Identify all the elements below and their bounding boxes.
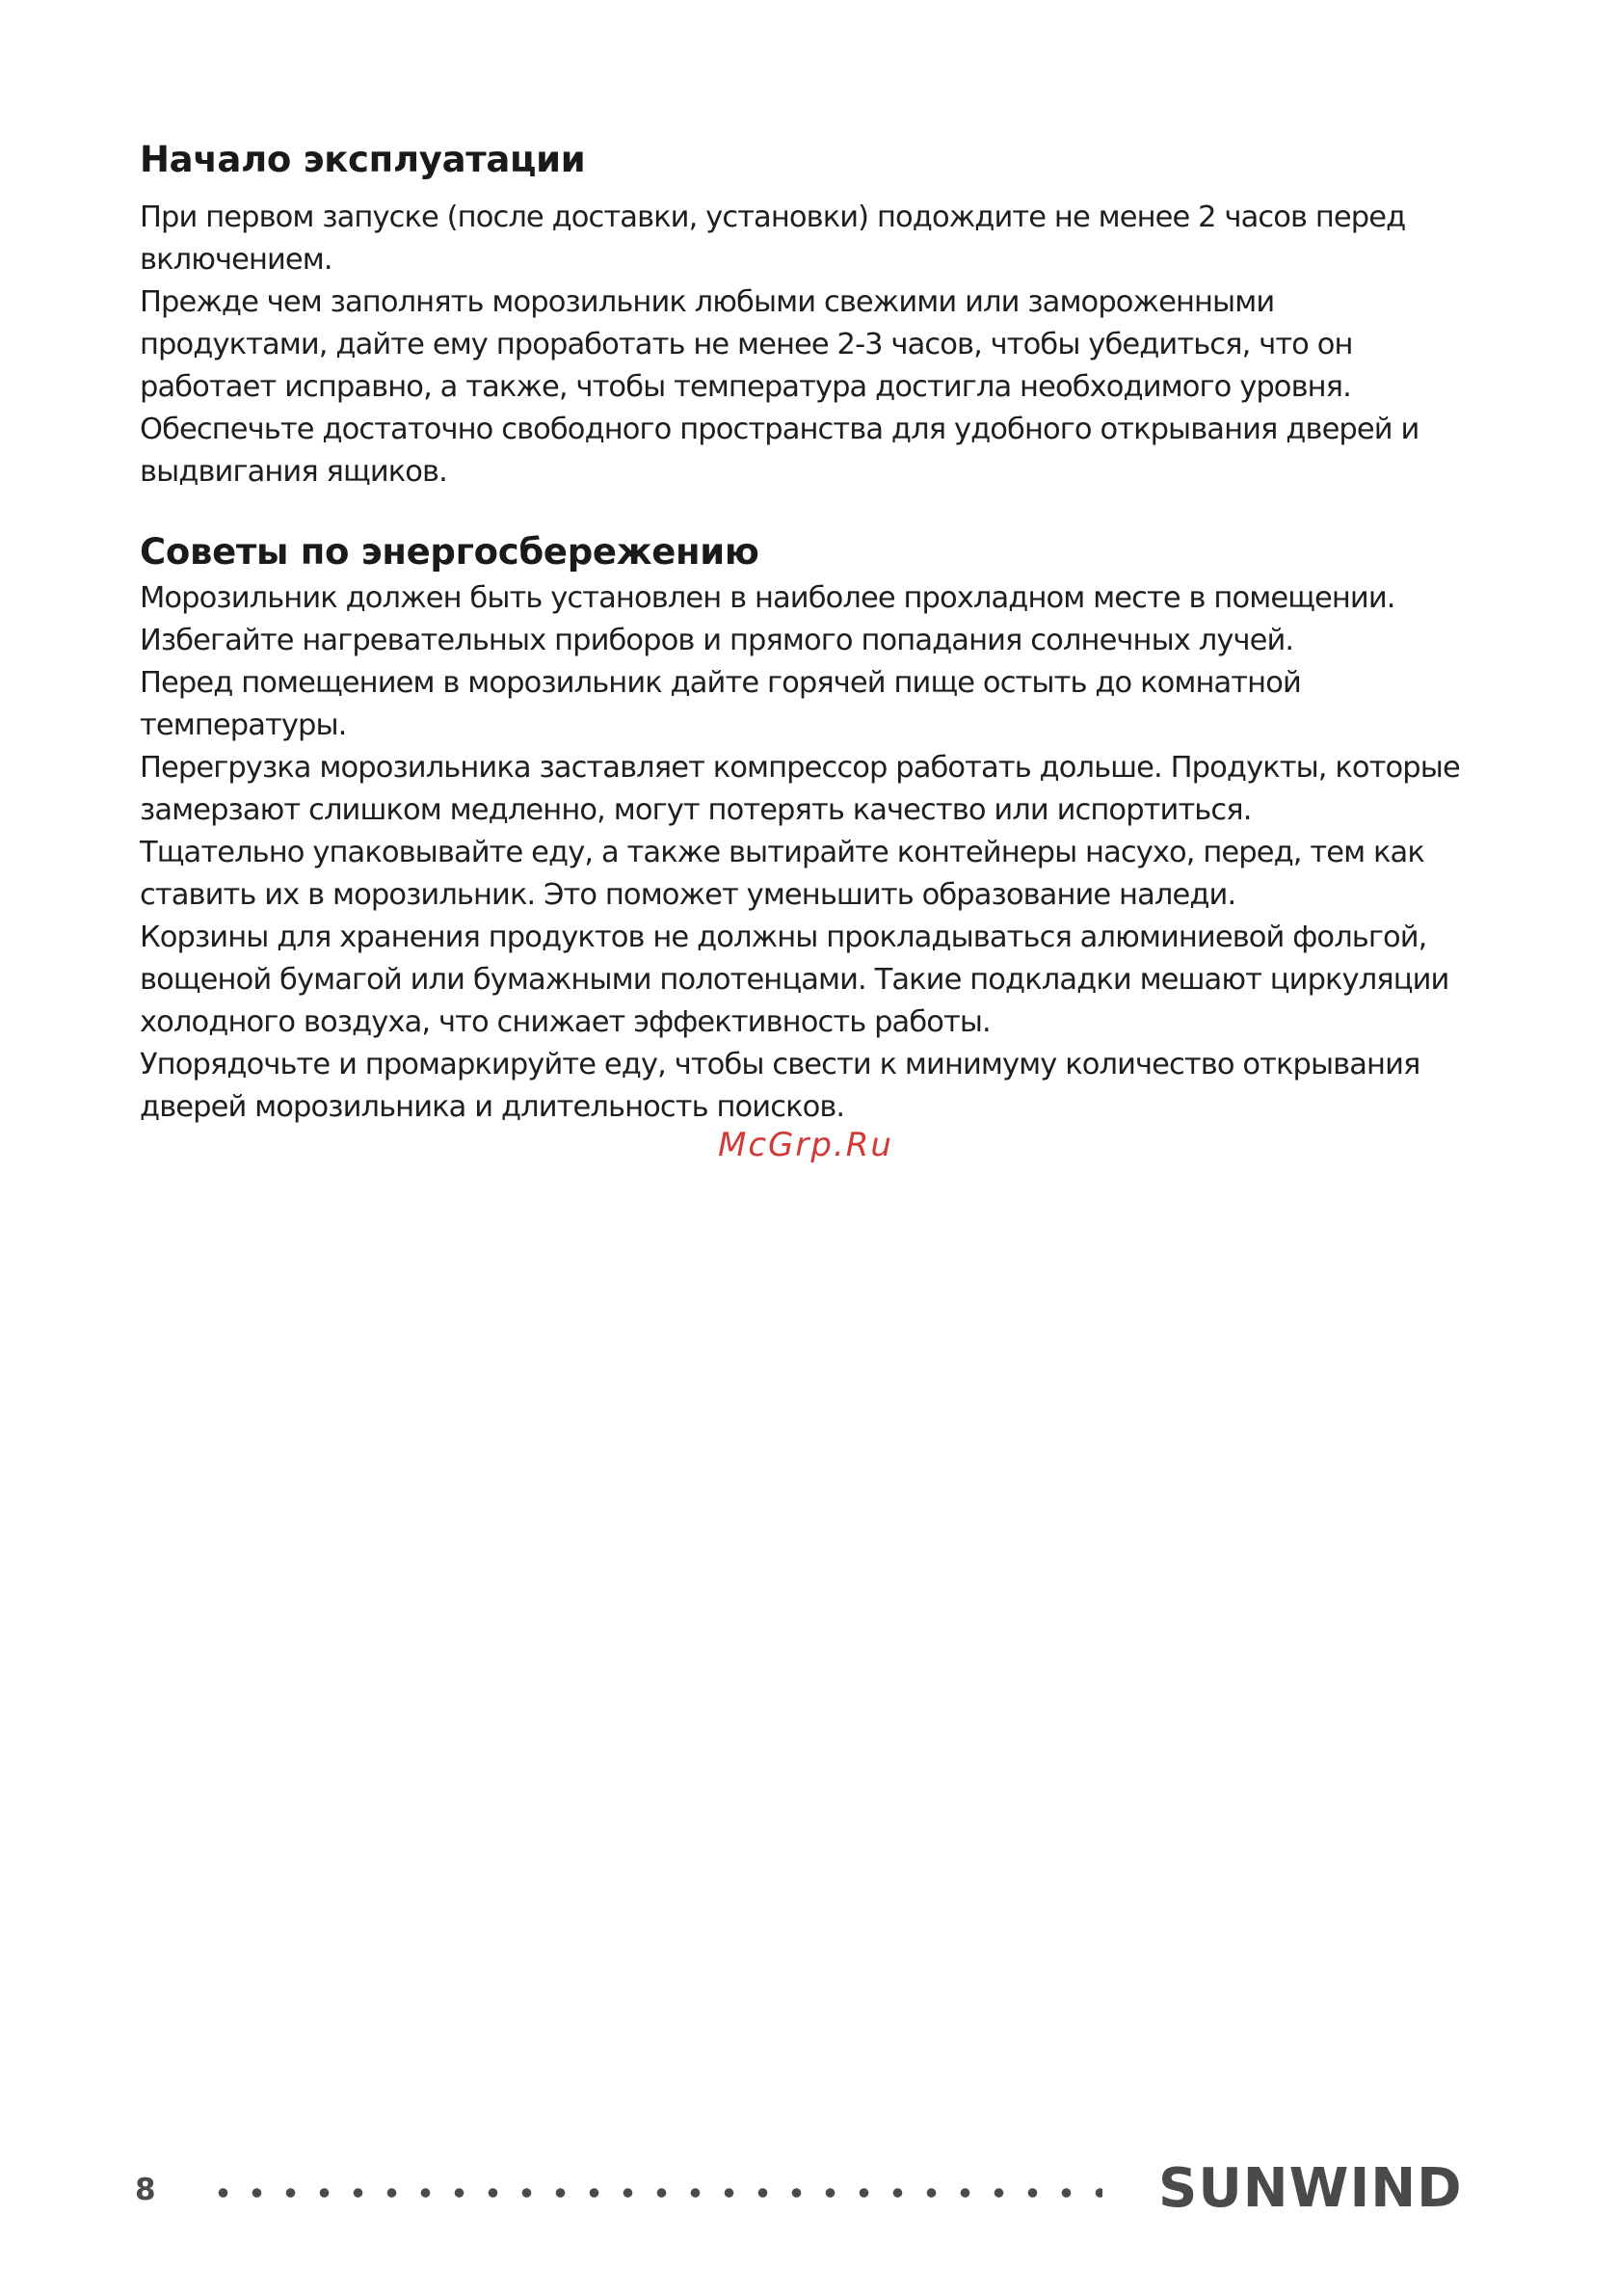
text-line: Упорядочьте и промаркируйте еду, чтобы свести к минимуму количество открывания: [140, 1048, 1420, 1081]
text-line: продуктами, дайте ему проработать не менее 2-3 часов, чтобы убедиться, что он: [140, 328, 1353, 361]
text-line: Перед помещением в морозильник дайте горячей пище остыть до комнатной: [140, 666, 1301, 700]
page-number: 8: [135, 2173, 156, 2207]
text-line: ставить их в морозильник. Это поможет уменьшить образование наледи.: [140, 878, 1236, 912]
text-line: выдвигания ящиков.: [140, 455, 447, 489]
page-footer: [0, 2149, 1618, 2236]
text-line: Тщательно упаковывайте еду, а также вытирайте контейнеры насухо, перед, тем как: [140, 836, 1424, 869]
text-line: вощеной бумагой или бумажными полотенцами. Такие подкладки мешают циркуляции: [140, 963, 1449, 997]
text-line: При первом запуске (после доставки, установки) подождите не менее 2 часов перед: [140, 200, 1406, 234]
section-heading: Советы по энергосбережению: [140, 531, 759, 573]
text-line: Морозильник должен быть установлен в наиболее прохладном месте в помещении.: [140, 581, 1395, 615]
brand-logo: SUNWIND: [1158, 2157, 1463, 2220]
text-line: включением.: [140, 243, 332, 277]
text-line: замерзают слишком медленно, могут потерять качество или испортиться.: [140, 793, 1252, 827]
text-line: работает исправно, а также, чтобы температура достигла необходимого уровня.: [140, 370, 1351, 404]
page-content: [140, 135, 1508, 1129]
text-line: температуры.: [140, 708, 347, 742]
text-line: Перегрузка морозильника заставляет компрессор работать дольше. Продукты, которые: [140, 751, 1460, 785]
watermark: McGrp.Ru: [718, 1126, 893, 1164]
text-line: Избегайте нагревательных приборов и прямого попадания солнечных лучей.: [140, 624, 1294, 657]
text-line: дверей морозильника и длительность поисков.: [140, 1090, 845, 1124]
section-energy-saving-tips: [140, 527, 1508, 1129]
section-heading: Начало эксплуатации: [140, 139, 586, 180]
text-line: Обеспечьте достаточно свободного пространства для удобного открывания дверей и: [140, 413, 1419, 446]
text-line: холодного воздуха, что снижает эффективность работы.: [140, 1005, 991, 1039]
text-line: Корзины для хранения продуктов не должны прокладываться алюминиевой фольгой,: [140, 921, 1427, 954]
text-line: Прежде чем заполнять морозильник любыми свежими или замороженными: [140, 285, 1275, 319]
section-getting-started: [140, 135, 1508, 494]
dotted-rule: [206, 2186, 1102, 2200]
